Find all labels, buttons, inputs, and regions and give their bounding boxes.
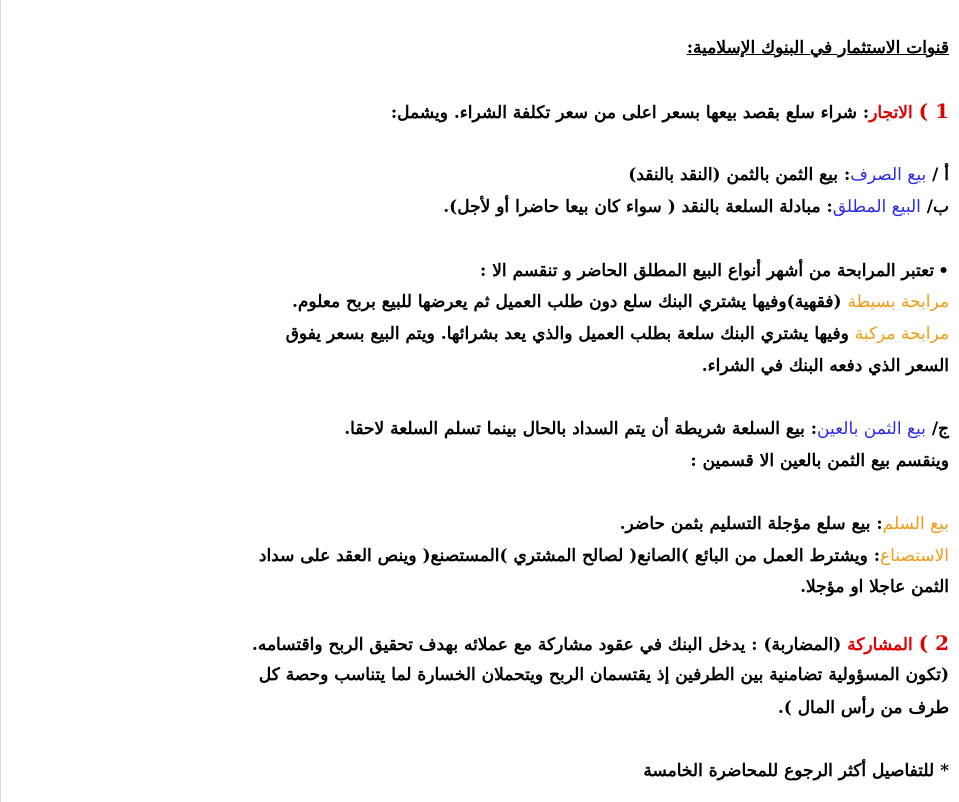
item-c-line-2: [23, 445, 949, 477]
section-2-number: 2 ): [918, 631, 949, 655]
doc-title-text: قنوات الاستثمار في البنوك الإسلامية:: [686, 38, 949, 58]
section-2-line-2: [23, 659, 949, 691]
item-b-prefix: ب/: [926, 197, 949, 217]
bullet-line: [23, 255, 949, 287]
bullet-symbol: •: [938, 261, 949, 281]
item-c-term: بيع الثمن بالعين: [817, 419, 926, 439]
murabaha-compound-text-2: السعر الذي دفعه البنك في الشراء.: [701, 356, 949, 376]
istisna-text: : ويشترط العمل من البائع )الصانع( لصالح المشتري )المستصنع( وينص العقد على سداد: [258, 546, 880, 566]
section-2-line-3: [23, 692, 949, 724]
section-2-text-2: (تكون المسؤولية تضامنية بين الطرفين إذ يقتسمان الربح ويتحملان الخسارة لما يتناسب وحصة كل: [258, 665, 949, 685]
salam-term: بيع السلم: [882, 514, 949, 534]
item-b-term: البيع المطلق: [832, 197, 921, 217]
murabaha-compound-line: [23, 318, 949, 350]
item-c-text: : بيع السلعة شريطة أن يتم السداد بالحال بينما تسلم السلعة لاحقا.: [344, 419, 817, 439]
section-1-text: : شراء سلع بقصد بيعها بسعر اعلى من سعر تكلفة الشراء. ويشمل:: [390, 103, 870, 123]
section-2-text-3: طرف من رأس المال ).: [777, 698, 949, 718]
istisna-term: الاستصناع: [880, 546, 949, 566]
footnote-line: [23, 755, 949, 787]
salam-line: [23, 508, 949, 540]
item-a-text: : بيع الثمن بالثمن (النقد بالنقد): [628, 165, 851, 185]
item-b-text: : مبادلة السلعة بالنقد ( سواء كان بيعا حاضرا أو لأجل).: [443, 197, 833, 217]
section-2-text: (المضاربة) : يدخل البنك في عقود مشاركة مع عملائه بهدف تحقيق الربح واقتسامه.: [251, 635, 842, 655]
item-b-line: [23, 191, 949, 223]
section-2-term: المشاركة: [847, 635, 913, 655]
item-c-text-2: وينقسم بيع الثمن بالعين الا قسمين :: [690, 451, 949, 471]
section-2-line: [23, 627, 949, 661]
doc-title: [23, 32, 949, 64]
murabaha-simple-term: مرابحة بسيطة: [847, 292, 949, 312]
bullet-text: تعتبر المرابحة من أشهر أنواع البيع المطلق الحاضر و تنقسم الا :: [480, 261, 935, 281]
section-1-line: [23, 95, 949, 129]
istisna-line-2: [23, 571, 949, 603]
murabaha-compound-line-2: [23, 350, 949, 382]
section-1-term: الاتجار: [869, 103, 913, 123]
istisna-line: [23, 540, 949, 572]
item-c-prefix: ج/: [931, 419, 949, 439]
murabaha-simple-line: [23, 286, 949, 318]
salam-text: : بيع سلع مؤجلة التسليم بثمن حاضر.: [619, 514, 883, 534]
murabaha-simple-text: (فقهية)وفيها يشتري البنك سلع دون طلب العميل ثم يعرضها للبيع بربح معلوم.: [291, 292, 842, 312]
item-a-term: بيع الصرف: [850, 165, 927, 185]
istisna-text-2: الثمن عاجلا او مؤجلا.: [800, 577, 949, 597]
section-1-number: 1 ): [918, 99, 949, 123]
murabaha-compound-text: وفيها يشتري البنك سلعة بطلب العميل والذي يعد بشرائها. ويتم البيع بسعر يفوق: [285, 324, 849, 344]
murabaha-compound-term: مرابحة مركبة: [854, 324, 949, 344]
footnote-text: * للتفاصيل أكثر الرجوع للمحاضرة الخامسة: [643, 761, 949, 781]
item-a-prefix: أ /: [932, 165, 949, 185]
item-a-line: [23, 159, 949, 191]
item-c-line: [23, 413, 949, 445]
